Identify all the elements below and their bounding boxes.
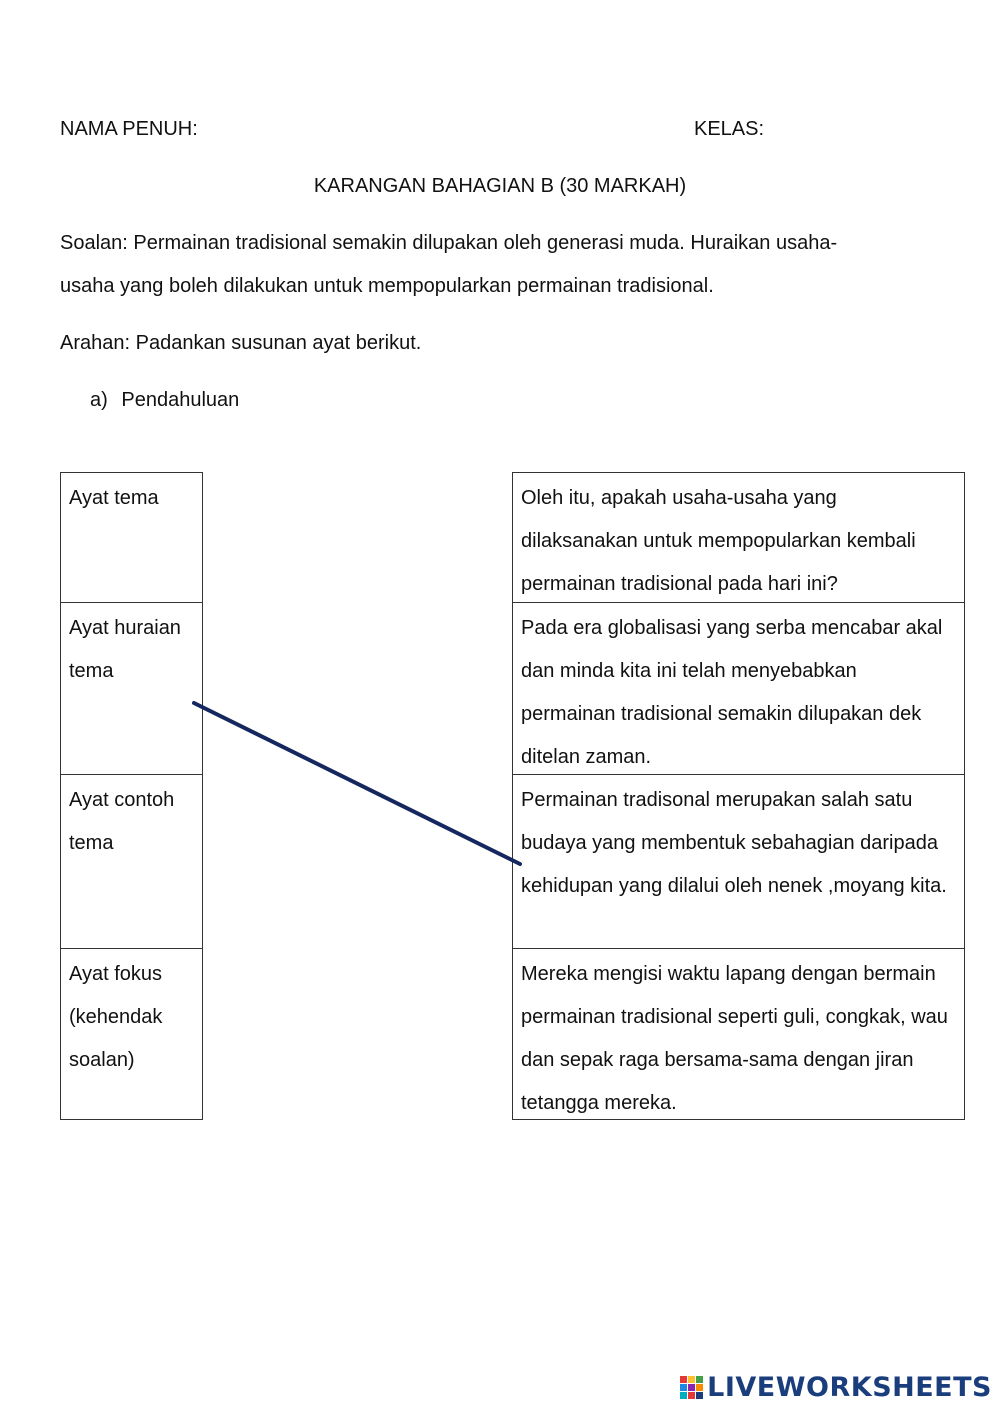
class-label: KELAS: xyxy=(694,118,765,140)
right-item-text: Oleh itu, apakah usaha-usaha yang dilaksanakan untuk mempopularkan kembali permainan tradisional pada hari ini? xyxy=(521,487,916,595)
logo-mark-icon xyxy=(680,1376,703,1399)
brand-text: LIVEWORKSHEETS xyxy=(707,1371,992,1403)
section-label: Pendahuluan xyxy=(121,389,240,411)
left-item-label: Ayat tema xyxy=(69,487,159,509)
section-marker: a) xyxy=(90,389,108,411)
right-item-text: Pada era globalisasi yang serba mencabar akal dan minda kita ini telah menyebabkan permainan tradisional semakin dilupakan dek ditelan zaman. xyxy=(521,617,943,768)
question-line-2: usaha yang boleh dilakukan untuk mempopularkan permainan tradisional. xyxy=(60,275,714,297)
liveworksheets-logo xyxy=(680,1367,992,1407)
full-name-label: NAMA PENUH: xyxy=(60,118,198,140)
match-line[interactable] xyxy=(194,703,520,864)
left-item-label: Ayat fokus (kehendak soalan) xyxy=(69,963,163,1071)
right-item-text: Permainan tradisonal merupakan salah satu budaya yang membentuk sebahagian daripada kehidupan yang dilalui oleh nenek ,moyang kita. xyxy=(521,789,947,897)
left-item-label: Ayat huraian tema xyxy=(69,617,181,682)
question-line-1: Soalan: Permainan tradisional semakin dilupakan oleh generasi muda. Huraikan usaha- xyxy=(60,232,838,254)
instruction-text: Arahan: Padankan susunan ayat berikut. xyxy=(60,332,422,354)
left-item-label: Ayat contoh tema xyxy=(69,789,175,854)
right-item-text: Mereka mengisi waktu lapang dengan bermain permainan tradisional seperti guli, congkak, wau dan sepak raga bersama-sama dengan jiran tetangga mereka. xyxy=(521,963,948,1114)
page-title: KARANGAN BAHAGIAN B (30 MARKAH) xyxy=(313,175,687,197)
